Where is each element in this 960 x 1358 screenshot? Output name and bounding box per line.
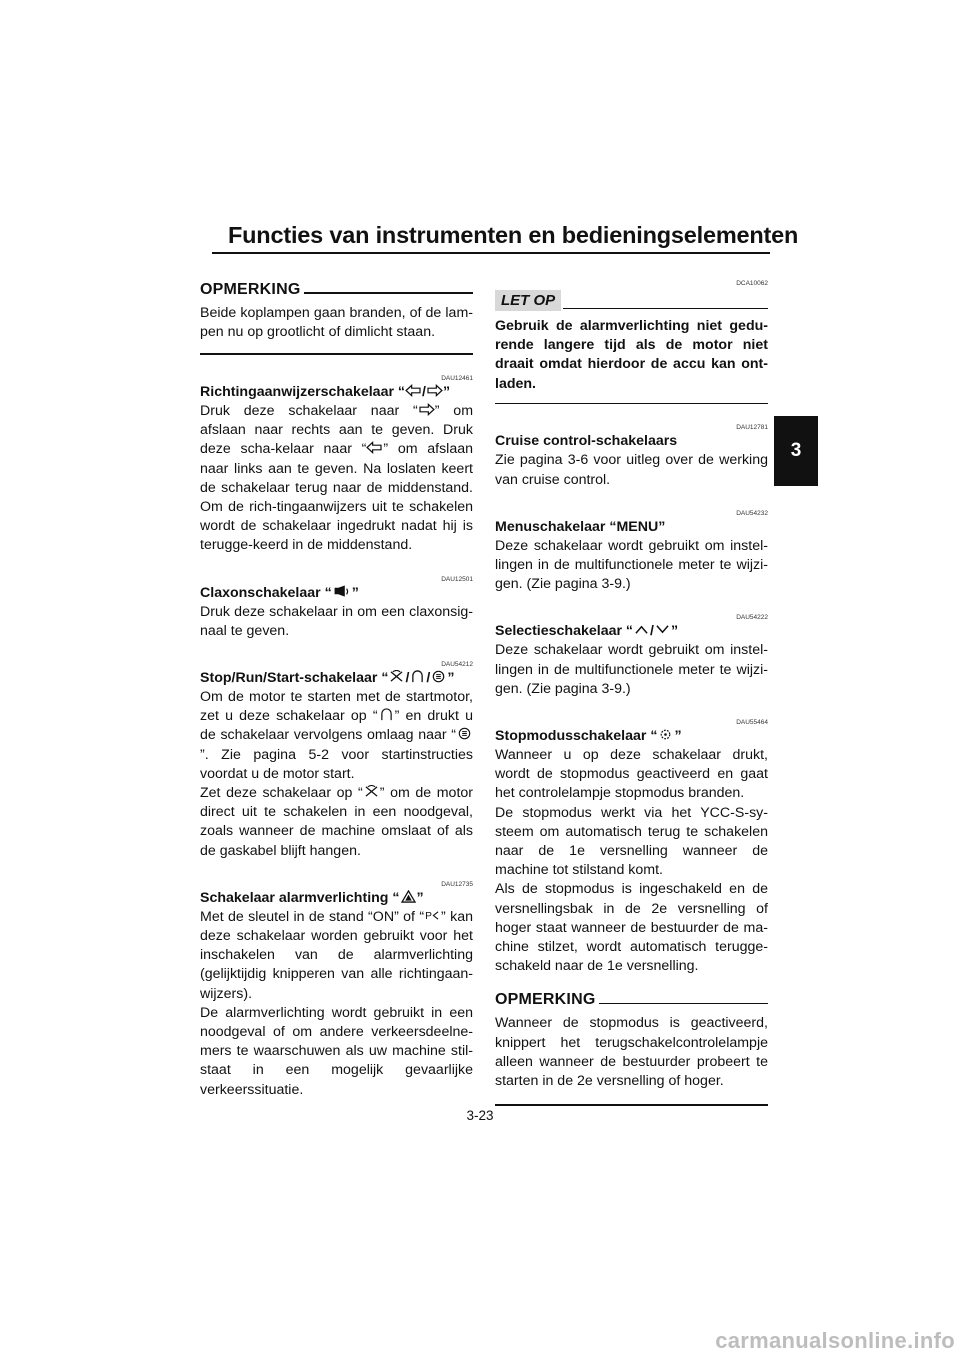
page-header-title: Functies van instrumenten en bedieningselementen: [228, 222, 799, 248]
note-rule: [599, 1003, 768, 1005]
caution-end-rule: [495, 403, 768, 405]
caution-rule: [563, 308, 768, 310]
gear-icon: [657, 728, 674, 741]
turn-left-icon: [405, 384, 422, 397]
note-label: OPMERKING: [200, 281, 301, 298]
page-number: 3-23: [466, 1108, 494, 1123]
note-text: Beide koplampen gaan branden, of de lam-pen nu op grootlicht of dimlicht staan.: [200, 305, 473, 341]
section-code: DAU55464: [736, 718, 768, 726]
note-label: OPMERKING: [495, 991, 596, 1009]
turn-left-icon: [366, 441, 383, 454]
stop-run-start-text-2: Zet deze schakelaar op “ ” om de motor direct uit te schakelen in een noodgeval, zoals wanneer de machine omslaat of als de gaskabel blijft hangen.: [200, 784, 473, 859]
hazard-heading: Schakelaar alarmverlichting “ ”: [200, 889, 424, 906]
turn-signal-text: Druk deze schakelaar naar “ ” om afslaan naar rechts aan te geven. Druk deze scha-kelaar naar “ ” om afslaan naar links aan te geven. Na loslaten keert de schakelaar terug naar de middenstand. Om de rich-tingaanwijzers uit te schakelen wordt de schakelaar ingedrukt nadat hij is terugge-keerd in de middenstand.: [200, 402, 474, 554]
note-end-rule: [495, 1104, 768, 1106]
engine-stop-icon: [388, 670, 405, 683]
hazard-text-2: De alarmverlichting wordt gebruikt in een noodgeval of om andere verkeersdeelne-mers te waarschuwen als uw machine stil-staat in een mogelijk gevaarlijke verkeerssituatie.: [200, 1004, 473, 1098]
header-rule: [212, 252, 770, 254]
chevron-up-icon: [633, 623, 650, 636]
note-heading: [495, 990, 768, 1010]
horn-heading: Claxonschakelaar “ ”: [200, 584, 359, 601]
turn-signal-heading: Richtingaanwijzerschakelaar “ / ”: [200, 383, 451, 400]
engine-start-icon: [456, 727, 473, 740]
turn-right-icon: [426, 384, 443, 397]
engine-run-icon: [409, 670, 426, 683]
stopmode-heading: Stopmodusschakelaar “ ”: [495, 727, 682, 744]
menu-heading: Menuschakelaar “MENU”: [495, 518, 666, 535]
engine-run-icon: [378, 708, 395, 721]
select-text: Deze schakelaar wordt gebruikt om instel-lingen in de multifunctionele meter te wijzi-gen. (Zie pagina 3-9.): [495, 642, 768, 697]
section-code: DAU12735: [441, 880, 473, 888]
stopmode-text-1: Wanneer u op deze schakelaar drukt, wordt de stopmodus geactiveerd en gaat het controlelampje stopmodus branden.: [495, 746, 768, 802]
caution-text: Gebruik de alarmverlichting niet gedu-rende langere tijd als de motor niet draait omdat hierdoor de accu kan ont-laden.: [495, 318, 768, 392]
right-column: [495, 280, 768, 1106]
stopmode-text-3: Als de stopmodus is ingeschakeld en de versnellingsbak in de 2e versnelling of hoger staat wanneer de bestuurder de ma-chine stilzet, wordt automatisch terugge-schakeld naar de 1e versnelling.: [495, 881, 768, 975]
hazard-icon: [400, 890, 417, 903]
note-heading: [200, 280, 473, 300]
section-code: DAU12501: [441, 575, 473, 583]
section-code: DCA10062: [736, 280, 768, 287]
horn-text: Druk deze schakelaar in om een claxonsig-naal te geven.: [200, 603, 473, 639]
horn-icon: [332, 585, 352, 598]
engine-start-icon: [430, 670, 447, 683]
turn-right-icon: [418, 403, 435, 416]
left-column: [200, 280, 473, 1100]
watermark: carmanualsonline.info: [715, 1328, 955, 1353]
caution-label: LET OP: [495, 290, 561, 311]
cruise-heading: Cruise control-schakelaars: [495, 433, 678, 450]
engine-stop-icon: [363, 785, 380, 798]
select-heading: Selectieschakelaar “ / ”: [495, 623, 679, 640]
section-code: DAU54212: [441, 660, 473, 668]
stop-run-start-heading: Stop/Run/Start-schakelaar “ / / ”: [200, 669, 455, 686]
caution-heading: [495, 290, 768, 311]
chevron-down-icon: [654, 623, 671, 636]
note-rule: [304, 292, 473, 294]
hazard-text: Met de sleutel in de stand “ON” of “ P ” kan deze schakelaar worden gebruikt voor het inschakelen van de alarmverlichting (gelijktijdig knipperen van alle richtingaan-wijzers).: [200, 908, 473, 1002]
section-code: DAU54232: [736, 509, 768, 517]
stopmode-text-2: De stopmodus werkt via het YCC-S-sy-steem om automatisch terug te schakelen naar de 1e versnelling wanneer de machine tot stilstand komt.: [495, 804, 768, 879]
stop-run-start-text: Om de motor te starten met de startmotor, zet u deze schakelaar op “ ” en drukt u de schakelaar vervolgens omlaag naar “ ”. Zie pagina 5-2 voor startinstructies voordat u de motor start.: [200, 688, 474, 782]
section-code: DAU12781: [736, 424, 768, 432]
chapter-tab: 3: [774, 416, 818, 486]
parking-icon: [424, 909, 441, 922]
cruise-text: Zie pagina 3-6 voor uitleg over de werking van cruise control.: [495, 452, 768, 488]
svg-text:P: P: [425, 910, 432, 922]
menu-text: Deze schakelaar wordt gebruikt om instel-lingen in de multifunctionele meter te wijzi-gen. (Zie pagina 3-9.): [495, 537, 768, 593]
note-end-rule: [200, 353, 473, 355]
section-code: DAU12461: [441, 374, 473, 382]
note-text: Wanneer de stopmodus is geactiveerd, knippert het terugschakelcontrolelampje alleen wanneer de bestuurder probeert te starten in de 2e versnelling of hoger.: [495, 1015, 768, 1089]
section-code: DAU54222: [736, 614, 768, 622]
